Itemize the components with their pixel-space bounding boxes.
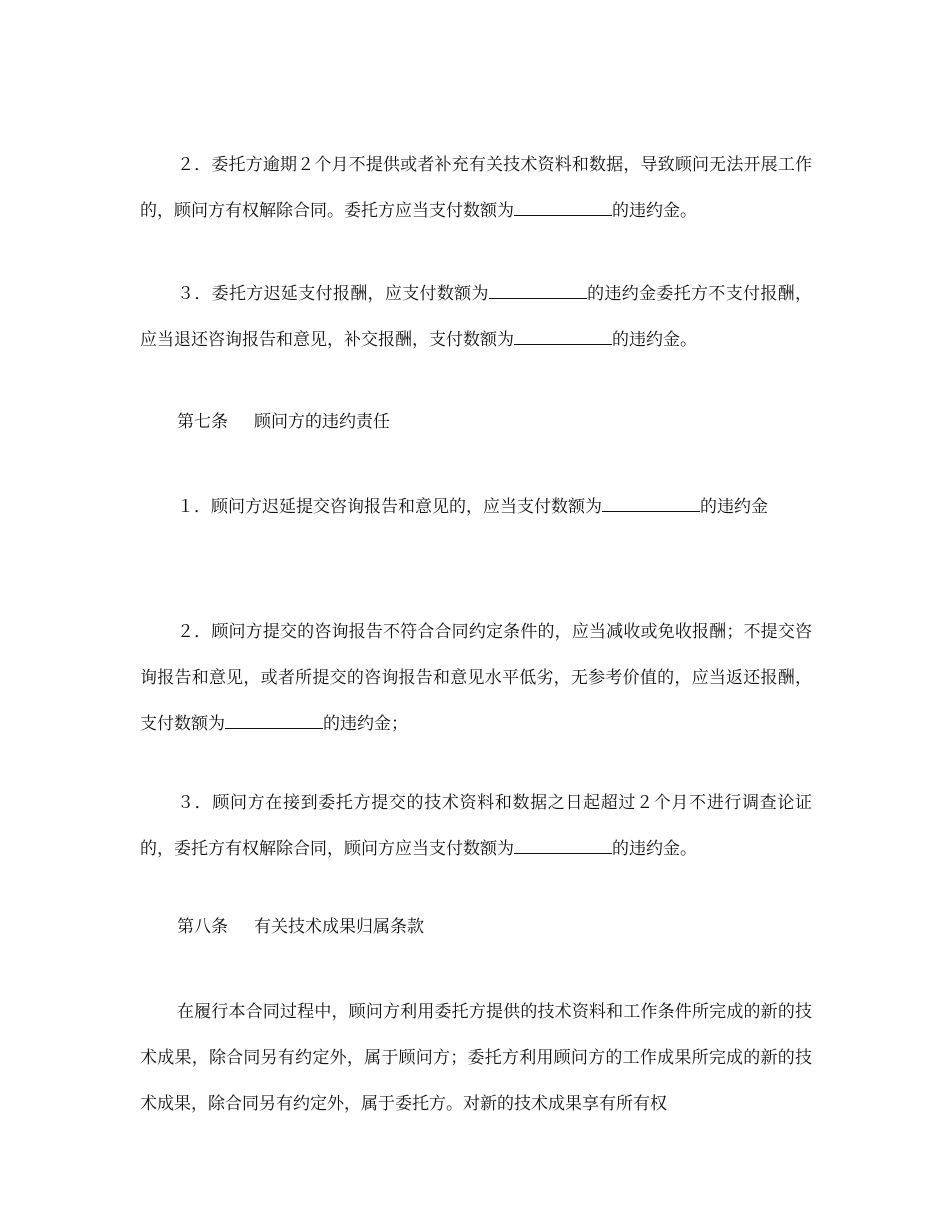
clause-7-item-3 (140, 780, 812, 872)
fill-in-blank[interactable] (514, 839, 612, 854)
article-7-heading (177, 399, 390, 445)
clause-text: 在履行本合同过程中，顾问方利用委托方提供的技术资料和工作条件所完成的新的技术成果，除合同另有约定外，属于顾问方；委托方利用顾问方的工作成果所完成的新的技术成果，除合同另有约定外，属于委托方。对新的技术成果享有所有权 (140, 1002, 812, 1114)
article-number: 第八条 (177, 917, 228, 937)
clause-text: 的违约金。 (612, 330, 697, 350)
clause-text: 的违约金委托方不支付报酬，应当退还咨询报告和意见，补交报酬，支付数额为 (140, 284, 813, 350)
clause-6-item-2 (140, 142, 812, 234)
fill-in-blank[interactable] (602, 497, 700, 512)
clause-text: ２．顾问方提交的咨询报告不符合合同约定条件的，应当减收或免收报酬；不提交咨询报告和意见，或者所提交的咨询报告和意见水平低劣，无参考价值的，应当返还报酬，支付数额为 (140, 622, 812, 734)
clause-text: １．顾问方迟延提交咨询报告和意见的，应当支付数额为 (177, 497, 602, 517)
clause-text: 的违约金 (700, 497, 768, 517)
article-number: 第七条 (177, 412, 228, 432)
clause-text: 的违约金； (323, 714, 408, 734)
clause-7-item-2 (140, 609, 812, 747)
article-title: 顾问方的违约责任 (254, 412, 390, 432)
clause-text: ３．顾问方在接到委托方提交的技术资料和数据之日起超过２个月不进行调查论证的，委托方有权解除合同，顾问方应当支付数额为 (140, 793, 812, 859)
clause-text: 的违约金。 (612, 201, 697, 221)
clause-6-item-3 (140, 271, 812, 363)
clause-8-body (140, 989, 812, 1127)
fill-in-blank[interactable] (514, 330, 612, 345)
clause-7-item-1 (140, 484, 812, 530)
article-title: 有关技术成果归属条款 (254, 917, 424, 937)
article-8-heading (177, 904, 424, 950)
clause-text: 的违约金。 (612, 839, 697, 859)
fill-in-blank[interactable] (225, 714, 323, 729)
clause-text: ３．委托方迟延支付报酬，应支付数额为 (177, 284, 489, 304)
fill-in-blank[interactable] (514, 201, 612, 216)
fill-in-blank[interactable] (489, 284, 587, 299)
clause-text: ２．委托方逾期２个月不提供或者补充有关技术资料和数据，导致顾问无法开展工作的，顾问方有权解除合同。委托方应当支付数额为 (140, 155, 812, 221)
